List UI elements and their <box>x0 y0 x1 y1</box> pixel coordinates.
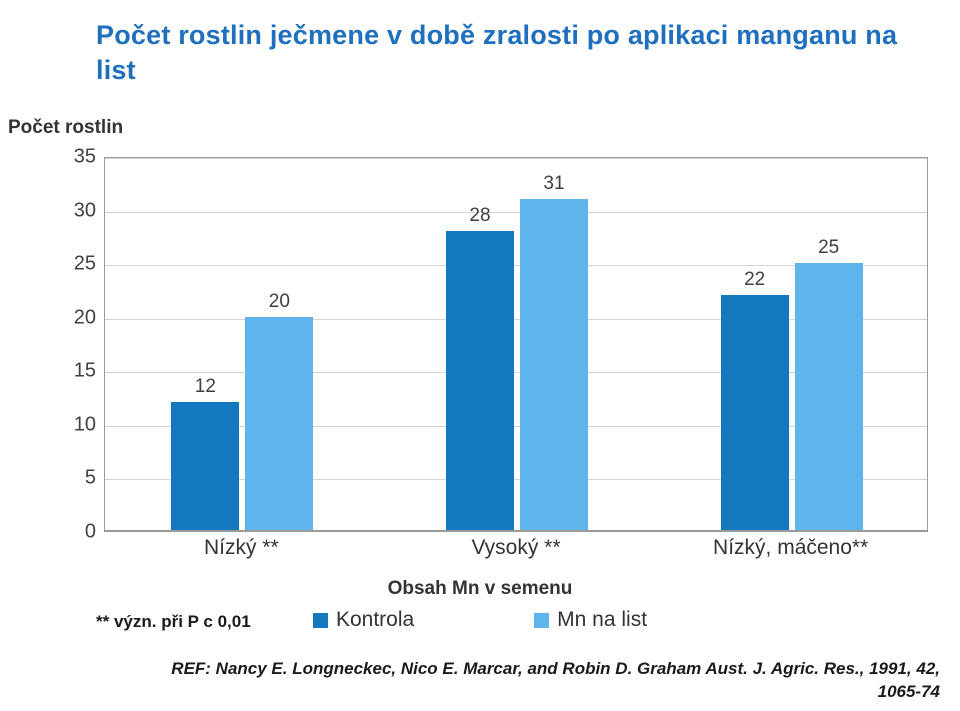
legend-item[interactable] <box>534 608 647 632</box>
gridline <box>105 212 927 213</box>
bar <box>795 263 863 531</box>
x-axis-title: Obsah Mn v semenu <box>387 578 573 599</box>
y-tick-label: 30 <box>73 199 96 222</box>
x-tick-label: Vysoký ** <box>471 536 561 559</box>
bar <box>446 231 514 531</box>
bar-value-label: 12 <box>194 376 216 398</box>
bar-value-label: 25 <box>818 237 840 259</box>
bar <box>721 295 789 531</box>
y-tick-label: 20 <box>73 306 96 329</box>
y-tick-label: 15 <box>73 359 96 382</box>
x-tick-label: Nízký, máčeno** <box>713 536 869 559</box>
page-title: Počet rostlin ječmene v době zralosti po aplikaci manganu na list <box>96 20 898 85</box>
gridline <box>105 158 927 159</box>
legend-swatch-icon <box>313 613 328 628</box>
bar-value-label: 31 <box>543 172 565 194</box>
y-tick-label: 5 <box>84 466 96 489</box>
bar <box>171 402 239 531</box>
bar-value-label: 22 <box>744 269 766 291</box>
bar-value-label: 28 <box>469 205 491 226</box>
y-tick-label: 35 <box>73 145 96 168</box>
reference-note: REF: Nancy E. Longneckec, Nico E. Marcar, and Robin D. Graham Aust. J. Agric. Res., 1991, 42, 1065-74 <box>171 659 940 701</box>
y-tick-label: 10 <box>73 413 96 436</box>
legend-swatch-icon <box>534 613 549 628</box>
bar <box>245 317 313 531</box>
x-tick-label: Nízký ** <box>203 536 279 559</box>
legend-label: Mn na list <box>557 608 648 631</box>
plot-area <box>104 157 928 532</box>
y-tick-label: 25 <box>73 252 96 275</box>
legend-item[interactable] <box>313 608 414 632</box>
y-tick-label: 0 <box>84 520 96 543</box>
bar-value-label: 20 <box>268 290 290 312</box>
bar <box>520 199 588 531</box>
x-axis-category-labels <box>104 536 928 566</box>
y-axis-tick-labels <box>48 145 96 543</box>
legend-label: Kontrola <box>335 608 415 631</box>
y-axis-title: Počet rostlin <box>8 117 124 138</box>
significance-note: ** význ. při P c 0,01 <box>96 612 251 631</box>
axis-baseline <box>105 530 927 531</box>
